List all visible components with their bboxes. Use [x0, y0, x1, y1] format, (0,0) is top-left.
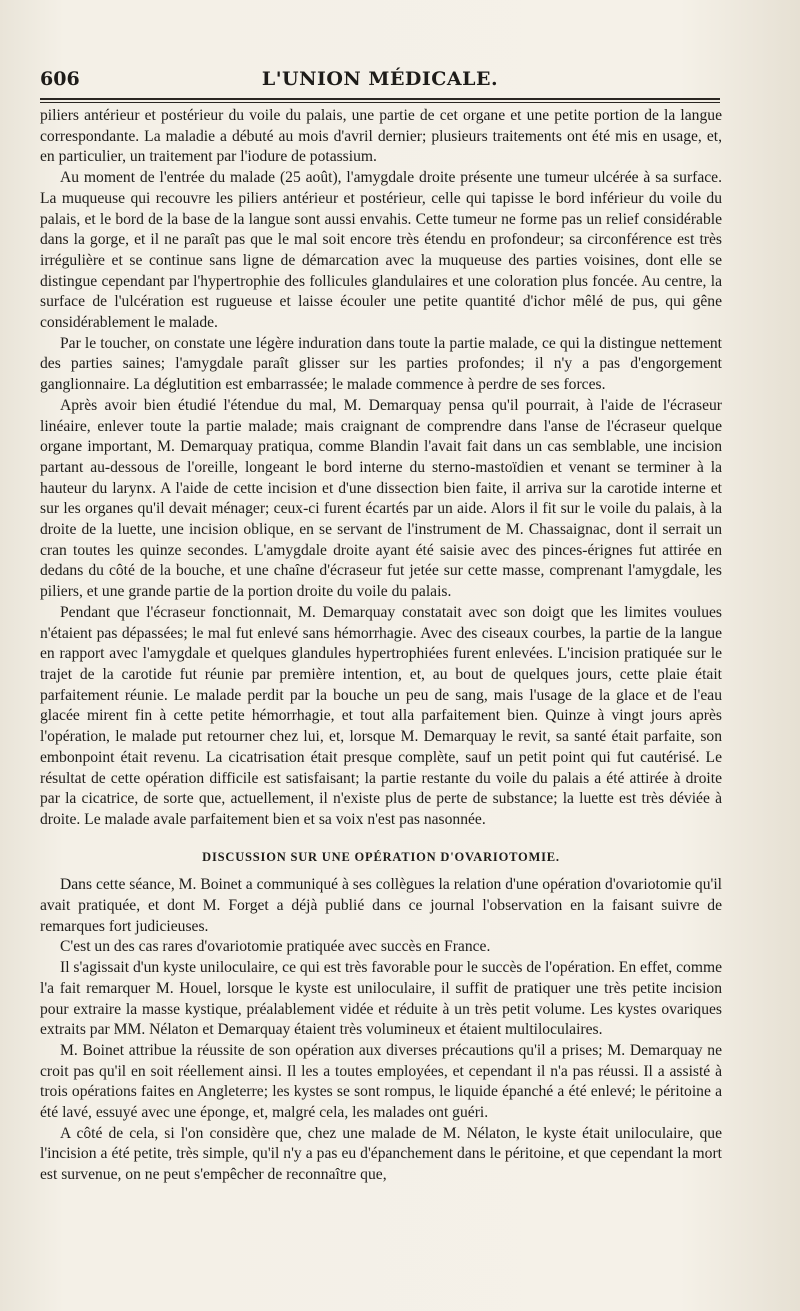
paragraph: C'est un des cas rares d'ovariotomie pratiquée avec succès en France.	[60, 938, 491, 956]
section-heading: DISCUSSION SUR UNE OPÉRATION D'OVARIOTOMIE.	[202, 849, 560, 864]
paragraph: M. Boinet attribue la réussite de son opération aux diverses précautions qu'il a prises; M. Demarquay ne croit pas qu'il en soit réellement ainsi. Il les a toutes employées, et cependant il n'a pas réussi. Il a assisté à trois opérations faites en Angleterre; les kystes se sont rompus, le liquide épanché a été enlevé; le péritoine a été lavé, essuyé avec une éponge, et, malgré cela, les malades ont guéri.	[40, 1041, 722, 1122]
running-title: L'UNION MÉDICALE.	[261, 68, 499, 90]
paragraph: piliers antérieur et postérieur du voile du palais, une partie de cet organe et une petite portion de la langue correspondante. La maladie a débuté au mois d'avril dernier; plusieurs traitements ont été mis en usage, et, en particulier, un traitement par l'iodure de potassium.	[40, 107, 722, 166]
paragraph: Il s'agissait d'un kyste uniloculaire, ce qui est très favorable pour le succès de l'opération. En effet, comme l'a fait remarquer M. Houel, lorsque le kyste est uniloculaire, il suffit de pratiquer une très petite incision pour extraire la masse kystique, préalablement vidée et réduite à un très petit volume. Les kystes ovariques extraits par MM. Nélaton et Demarquay étaient très volumineux et étaient multiloculaires.	[40, 959, 722, 1039]
paragraph: Après avoir bien étudié l'étendue du mal, M. Demarquay pensa qu'il pourrait, à l'aide de l'écraseur linéaire, enlever toute la partie malade; mais craignant de comprendre dans l'anse de l'écraseur quelque organe important, M. Demarquay pratiqua, comme Blandin l'avait fait dans un cas semblable, une incision partant au-dessous de l'oreille, longeant le bord interne du sterno-mastoïdien et venant se terminer à la hauteur du larynx. A l'aide de cette incision et d'une dissection bien faite, il arriva sur la carotide interne et sur les organes qu'il devait ménager; ceux-ci furent écartés par un aide. Alors il fit sur le voile du palais, à la droite de la luette, une incision oblique, en se servant de l'instrument de M. Chassaignac, dont il serrait un cran toutes les quinze secondes. L'amygdale droite ayant été saisie avec des pinces-érignes fut attirée en dedans du côté de la bouche, et une chaîne d'écraseur fut jetée sur cette masse, comprenant l'amygdale, les piliers, et une grande partie de la portion droite du voile du palais.	[40, 396, 722, 601]
paragraph: Dans cette séance, M. Boinet a communiqué à ses collègues la relation d'une opération d'ovariotomie qu'il avait pratiquée, et dont M. Forget a déjà publié dans ce journal l'observation en la faisant suivre de remarques fort judicieuses.	[40, 876, 722, 935]
paragraph: Au moment de l'entrée du malade (25 août), l'amygdale droite présente une tumeur ulcérée à sa surface. La muqueuse qui recouvre les piliers antérieur et postérieur, celle qui tapisse le bord inférieur du voile du palais, et le bord de la base de la langue sont aussi envahis. Cette tumeur ne forme pas un relief considérable dans la gorge, et il ne paraît pas que le mal soit encore très étendu en profondeur; sa circonférence est très irrégulière et se continue sans ligne de démarcation avec la muqueuse des parties voisines, dont elle se distingue cependant par l'hypertrophie des follicules glandulaires et une coloration plus foncée. Au centre, la surface de l'ulcération est rugueuse et laisse écouler une petite quantité d'ichor mêlé de pus, qui gêne considérablement le malade.	[40, 169, 722, 332]
article-body	[40, 106, 722, 1186]
paragraph: A côté de cela, si l'on considère que, chez une malade de M. Nélaton, le kyste était uniloculaire, que l'incision a été petite, très simple, qu'il n'y a pas eu d'épanchement dans le péritoine, et que cependant la mort est survenue, on ne peut s'empêcher de reconnaître que,	[40, 1124, 722, 1184]
paragraph: Par le toucher, on constate une légère induration dans toute la partie malade, ce qui la distingue nettement des parties saines; l'amygdale paraît glisser sur les parties profondes; il n'y a pas d'engorgement ganglionnaire. La déglutition est embarrassée; le malade commence à perdre de ses forces.	[40, 334, 722, 394]
header-rule-thin	[40, 102, 720, 103]
paragraph: Pendant que l'écraseur fonctionnait, M. Demarquay constatait avec son doigt que les limites voulues n'étaient pas dépassées; le mal fut enlevé sans hémorrhagie. Avec des ciseaux courbes, la partie de la langue en rapport avec l'amygdale et quelques glandules hypertrophiées furent enlevées. L'incision pratiquée sur le trajet de la carotide fut réunie par première intention, et, au bout de quelques jours, cette plaie était parfaitement réunie. Le malade perdit par la bouche un peu de sang, mais l'usage de la glace et de l'eau glacée mirent fin à cette petite hémorrhagie, et tout alla parfaitement bien. Quinze à vingt jours après l'opération, le malade put retourner chez lui, et, lorsque M. Demarquay le revit, sa santé était parfaite, son embonpoint était revenu. La cicatrisation était presque complète, sauf un petit point qui fut cautérisé. Le résultat de cette opération difficile est satisfaisant; la partie restante du voile du palais a été attirée à droite par la cicatrice, de sorte que, actuellement, il n'existe plus de perte de substance; la luette est très déviée à droite. Le malade avale parfaitement bien et sa voix n'est pas nasonnée.	[40, 603, 722, 828]
page-header	[40, 64, 720, 98]
page-number: 606	[40, 68, 80, 90]
header-rule	[40, 98, 720, 100]
